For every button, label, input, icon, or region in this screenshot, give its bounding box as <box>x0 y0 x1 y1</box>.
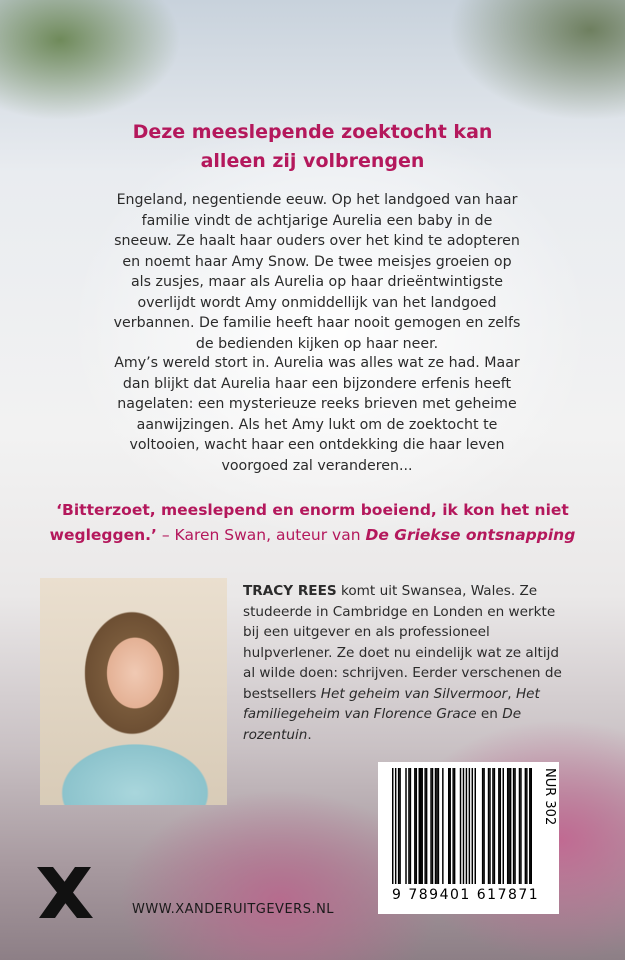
barcode-bar <box>419 768 420 884</box>
barcode-bar <box>503 768 504 884</box>
barcode-bar <box>405 768 406 884</box>
barcode-bar <box>392 768 393 884</box>
barcode-bar <box>483 768 484 884</box>
barcode-bar <box>399 768 400 884</box>
barcode-bar <box>414 768 415 884</box>
barcode-bar <box>472 768 473 884</box>
barcode-bar <box>500 768 501 884</box>
barcode-bar <box>424 768 425 884</box>
barcode-bar <box>469 768 470 884</box>
xander-logo <box>35 865 95 920</box>
barcode-bar <box>529 768 530 884</box>
barcode-bar <box>494 768 495 884</box>
barcode-bar <box>520 768 521 884</box>
barcode-bar <box>449 768 450 884</box>
barcode-bar <box>460 768 461 884</box>
barcode-bar <box>526 768 527 884</box>
author-bio: TRACY REES komt uit Swansea, Wales. Ze studeerde in Cambridge en Londen en werkte bij een uitgever en als professioneel hulpverlener. Ze doet nu eindelijk wat ze altijd al wilde doen: schrijven. Eerder verschenen de bestsellers Het geheim van Silvermoor, Het familiegeheim van Florence Grace en De rozentuin. <box>243 583 562 743</box>
headline: Deze meeslepende zoektocht kan alleen zij volbrengen <box>132 121 493 172</box>
barcode-bars <box>392 768 532 884</box>
barcode <box>378 762 559 914</box>
barcode-bar <box>442 768 443 884</box>
barcode-bar <box>488 768 489 884</box>
barcode-bar <box>454 768 455 884</box>
barcode-bar <box>510 768 511 884</box>
barcode-bar <box>489 768 490 884</box>
barcode-bar <box>432 768 433 884</box>
barcode-bar <box>410 768 411 884</box>
barcode-bar <box>492 768 493 884</box>
barcode-bar <box>531 768 532 884</box>
synopsis-paragraph-2: Amy’s wereld stort in. Aurelia was alles wat ze had. Maar dan blijkt dat Aurelia haar een bijzondere erfenis heeft nagelaten: een mysterieuze reeks brieven met geheime aanwijzingen. Als het Amy lukt om de zoektocht te voltooien, wacht haar een ontdekking die haar leven voorgoed zal veranderen... <box>114 355 520 474</box>
barcode-bar <box>498 768 499 884</box>
barcode-bar <box>507 768 508 884</box>
barcode-bar <box>519 768 520 884</box>
isbn-number: 9 789401 617871 <box>392 887 540 903</box>
barcode-bar <box>463 768 464 884</box>
barcode-bar <box>421 768 422 884</box>
barcode-bar <box>426 768 427 884</box>
barcode-bar <box>416 768 417 884</box>
barcode-bar <box>408 768 409 884</box>
barcode-bar <box>438 768 439 884</box>
barcode-bar <box>448 768 449 884</box>
barcode-bar <box>430 768 431 884</box>
barcode-bar <box>482 768 483 884</box>
barcode-bar <box>435 768 436 884</box>
barcode-bar <box>452 768 453 884</box>
barcode-bar <box>513 768 514 884</box>
barcode-bar <box>398 768 399 884</box>
barcode-bar <box>436 768 437 884</box>
barcode-bar <box>466 768 467 884</box>
barcode-bar <box>508 768 509 884</box>
nur-code: NUR 302 <box>542 768 557 826</box>
review-quote: ‘Bitterzoet, meeslepend en enorm boeiend, ik kon het niet wegleggen.’ – Karen Swan, auteur van De Griekse ontsnapping <box>49 501 576 544</box>
barcode-bar <box>475 768 476 884</box>
publisher-url[interactable]: WWW.XANDERUITGEVERS.NL <box>132 902 335 917</box>
barcode-bar <box>420 768 421 884</box>
barcode-bar <box>395 768 396 884</box>
barcode-bar <box>525 768 526 884</box>
author-photo <box>40 578 227 805</box>
barcode-bar <box>514 768 515 884</box>
synopsis-paragraph-1: Engeland, negentiende eeuw. Op het landgoed van haar familie vindt de achtjarige Aurelia een baby in de sneeuw. Ze haalt haar ouders over het kind te adopteren en noemt haar Amy Snow. De twee meisjes groeien op als zusjes, maar als Aurelia op haar drieëntwintigste overlijdt wordt Amy onmiddellijk van het landgoed verbannen. De familie heeft haar nooit gemogen en zelfs de bedienden kijken op haar neer. <box>113 192 521 352</box>
